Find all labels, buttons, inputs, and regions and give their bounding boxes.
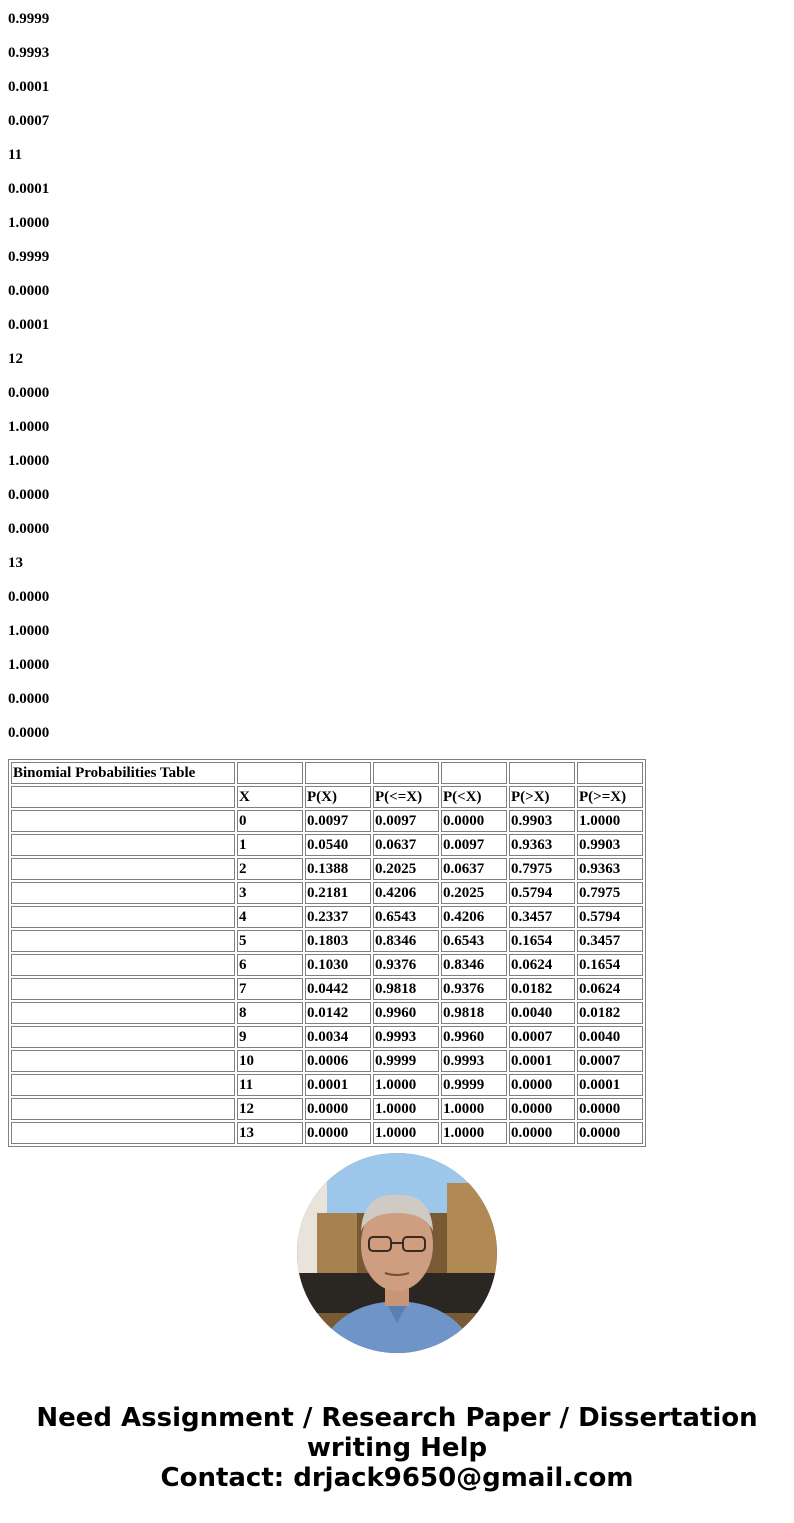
empty-cell <box>441 762 507 784</box>
portrait-illustration <box>297 1153 497 1353</box>
table-cell: 0.0637 <box>441 858 507 880</box>
table-cell: 0.2181 <box>305 882 371 904</box>
value-item: 1.0000 <box>8 215 50 231</box>
table-cell: 0.0040 <box>509 1002 575 1024</box>
table-cell: 1.0000 <box>373 1122 439 1144</box>
table-cell: 0.9903 <box>577 834 643 856</box>
table-cell: 12 <box>237 1098 303 1120</box>
table-row <box>11 978 643 1000</box>
column-header: P(>=X) <box>577 786 643 808</box>
table-cell: 0.0624 <box>577 978 643 1000</box>
table-cell: 0.4206 <box>373 882 439 904</box>
value-item: 0.0000 <box>8 521 50 537</box>
footer-line-1: Need Assignment / Research Paper / Dissertation <box>36 1403 758 1433</box>
table-cell: 0.9376 <box>373 954 439 976</box>
table-cell: 6 <box>237 954 303 976</box>
empty-cell <box>11 882 235 904</box>
table-cell: 3 <box>237 882 303 904</box>
value-item: 0.0000 <box>8 487 50 503</box>
table-cell: 0.7975 <box>509 858 575 880</box>
table-header-row <box>11 786 643 808</box>
value-item: 11 <box>8 147 23 163</box>
value-item: 0.0000 <box>8 283 50 299</box>
table-cell: 0.6543 <box>441 930 507 952</box>
table-cell: 0.0097 <box>373 810 439 832</box>
table-cell: 7 <box>237 978 303 1000</box>
table-cell: 0.3457 <box>509 906 575 928</box>
value-item: 13 <box>8 555 23 571</box>
table-cell: 0.1654 <box>509 930 575 952</box>
table-cell: 0.0540 <box>305 834 371 856</box>
table-cell: 1.0000 <box>441 1122 507 1144</box>
table-row <box>11 1050 643 1072</box>
table-row <box>11 1098 643 1120</box>
table-cell: 0.0007 <box>509 1026 575 1048</box>
column-header: P(<=X) <box>373 786 439 808</box>
table-row <box>11 930 643 952</box>
table-cell: 5 <box>237 930 303 952</box>
binomial-probabilities-table <box>8 759 646 1147</box>
table-cell: 1 <box>237 834 303 856</box>
table-cell: 0.8346 <box>373 930 439 952</box>
table-row <box>11 834 643 856</box>
table-cell: 0.0006 <box>305 1050 371 1072</box>
empty-cell <box>11 978 235 1000</box>
table-cell: 4 <box>237 906 303 928</box>
table-cell: 0.0040 <box>577 1026 643 1048</box>
table-cell: 0.0000 <box>305 1122 371 1144</box>
value-item: 0.0001 <box>8 317 50 333</box>
table-cell: 0.9999 <box>373 1050 439 1072</box>
table-cell: 0.9903 <box>509 810 575 832</box>
table-cell: 0.0182 <box>577 1002 643 1024</box>
table-row <box>11 906 643 928</box>
table-cell: 0.2025 <box>441 882 507 904</box>
table-cell: 1.0000 <box>373 1074 439 1096</box>
table-cell: 0.2337 <box>305 906 371 928</box>
contact-banner <box>0 1403 794 1493</box>
empty-cell <box>11 1002 235 1024</box>
footer-line-2: writing Help <box>306 1433 488 1463</box>
table-row <box>11 1074 643 1096</box>
table-cell: 0.1030 <box>305 954 371 976</box>
table-cell: 0.0007 <box>577 1050 643 1072</box>
table-cell: 0.0000 <box>509 1122 575 1144</box>
empty-cell <box>11 834 235 856</box>
table-cell: 0.0000 <box>441 810 507 832</box>
value-item: 0.0000 <box>8 385 50 401</box>
value-list <box>8 0 49 748</box>
value-item: 0.0001 <box>8 181 50 197</box>
table-cell: 0.0097 <box>441 834 507 856</box>
empty-cell <box>11 810 235 832</box>
value-item: 0.0000 <box>8 725 50 741</box>
empty-cell <box>577 762 643 784</box>
table-cell: 0.9376 <box>441 978 507 1000</box>
table-row <box>11 1002 643 1024</box>
value-item: 1.0000 <box>8 419 50 435</box>
table-cell: 1.0000 <box>577 810 643 832</box>
table-cell: 0.0034 <box>305 1026 371 1048</box>
author-photo <box>297 1153 497 1353</box>
table-cell: 0.9363 <box>509 834 575 856</box>
table-cell: 9 <box>237 1026 303 1048</box>
table-cell: 0.0001 <box>305 1074 371 1096</box>
footer-contact-email: Contact: drjack9650@gmail.com <box>160 1463 634 1493</box>
value-item: 1.0000 <box>8 657 50 673</box>
empty-cell <box>373 762 439 784</box>
table-cell: 0.3457 <box>577 930 643 952</box>
table-cell: 0.0000 <box>577 1098 643 1120</box>
table-cell: 0.0001 <box>509 1050 575 1072</box>
table-cell: 13 <box>237 1122 303 1144</box>
table-cell: 0.5794 <box>577 906 643 928</box>
value-item: 0.9999 <box>8 11 50 27</box>
value-item: 0.9999 <box>8 249 50 265</box>
table-cell: 0.0000 <box>509 1098 575 1120</box>
empty-cell <box>509 762 575 784</box>
table-cell: 0.0182 <box>509 978 575 1000</box>
empty-cell <box>237 762 303 784</box>
table-cell: 0.9818 <box>373 978 439 1000</box>
value-item: 0.0007 <box>8 113 50 129</box>
table-cell: 0.0624 <box>509 954 575 976</box>
table-row <box>11 810 643 832</box>
column-header: P(X) <box>305 786 371 808</box>
empty-cell <box>11 786 235 808</box>
table-cell: 0.7975 <box>577 882 643 904</box>
table-row <box>11 1122 643 1144</box>
table-cell: 0.9993 <box>373 1026 439 1048</box>
table-cell: 0.0442 <box>305 978 371 1000</box>
table-cell: 0.5794 <box>509 882 575 904</box>
table-cell: 0.1654 <box>577 954 643 976</box>
column-header: P(<X) <box>441 786 507 808</box>
table-title-row <box>11 762 643 784</box>
value-item: 0.9993 <box>8 45 50 61</box>
value-item: 1.0000 <box>8 453 50 469</box>
empty-cell <box>11 1050 235 1072</box>
table-cell: 0.9999 <box>441 1074 507 1096</box>
table-cell: 0.1388 <box>305 858 371 880</box>
empty-cell <box>11 954 235 976</box>
table-cell: 0.9960 <box>373 1002 439 1024</box>
table-cell: 0.8346 <box>441 954 507 976</box>
table-row <box>11 882 643 904</box>
table-cell: 0 <box>237 810 303 832</box>
value-item: 0.0001 <box>8 79 50 95</box>
table-row <box>11 858 643 880</box>
table-cell: 2 <box>237 858 303 880</box>
table-cell: 1.0000 <box>373 1098 439 1120</box>
empty-cell <box>11 1098 235 1120</box>
empty-cell <box>11 1074 235 1096</box>
table-title: Binomial Probabilities Table <box>11 762 235 784</box>
table-row <box>11 1026 643 1048</box>
table-cell: 0.0001 <box>577 1074 643 1096</box>
table-cell: 0.0000 <box>577 1122 643 1144</box>
table-cell: 0.0142 <box>305 1002 371 1024</box>
table-cell: 0.6543 <box>373 906 439 928</box>
table-cell: 10 <box>237 1050 303 1072</box>
table-cell: 0.0097 <box>305 810 371 832</box>
table-cell: 0.9993 <box>441 1050 507 1072</box>
value-item: 1.0000 <box>8 623 50 639</box>
table-cell: 8 <box>237 1002 303 1024</box>
table-cell: 0.9818 <box>441 1002 507 1024</box>
table-cell: 0.4206 <box>441 906 507 928</box>
value-item: 0.0000 <box>8 691 50 707</box>
table-cell: 0.9960 <box>441 1026 507 1048</box>
column-header: P(>X) <box>509 786 575 808</box>
table-cell: 0.0000 <box>509 1074 575 1096</box>
table-cell: 0.0000 <box>305 1098 371 1120</box>
table-cell: 0.2025 <box>373 858 439 880</box>
empty-cell <box>11 1026 235 1048</box>
table-cell: 0.0637 <box>373 834 439 856</box>
table-cell: 0.1803 <box>305 930 371 952</box>
column-header: X <box>237 786 303 808</box>
empty-cell <box>11 906 235 928</box>
value-item: 0.0000 <box>8 589 50 605</box>
empty-cell <box>305 762 371 784</box>
table-cell: 0.9363 <box>577 858 643 880</box>
value-item: 12 <box>8 351 23 367</box>
table-cell: 1.0000 <box>441 1098 507 1120</box>
empty-cell <box>11 1122 235 1144</box>
empty-cell <box>11 930 235 952</box>
empty-cell <box>11 858 235 880</box>
table-row <box>11 954 643 976</box>
table-cell: 11 <box>237 1074 303 1096</box>
